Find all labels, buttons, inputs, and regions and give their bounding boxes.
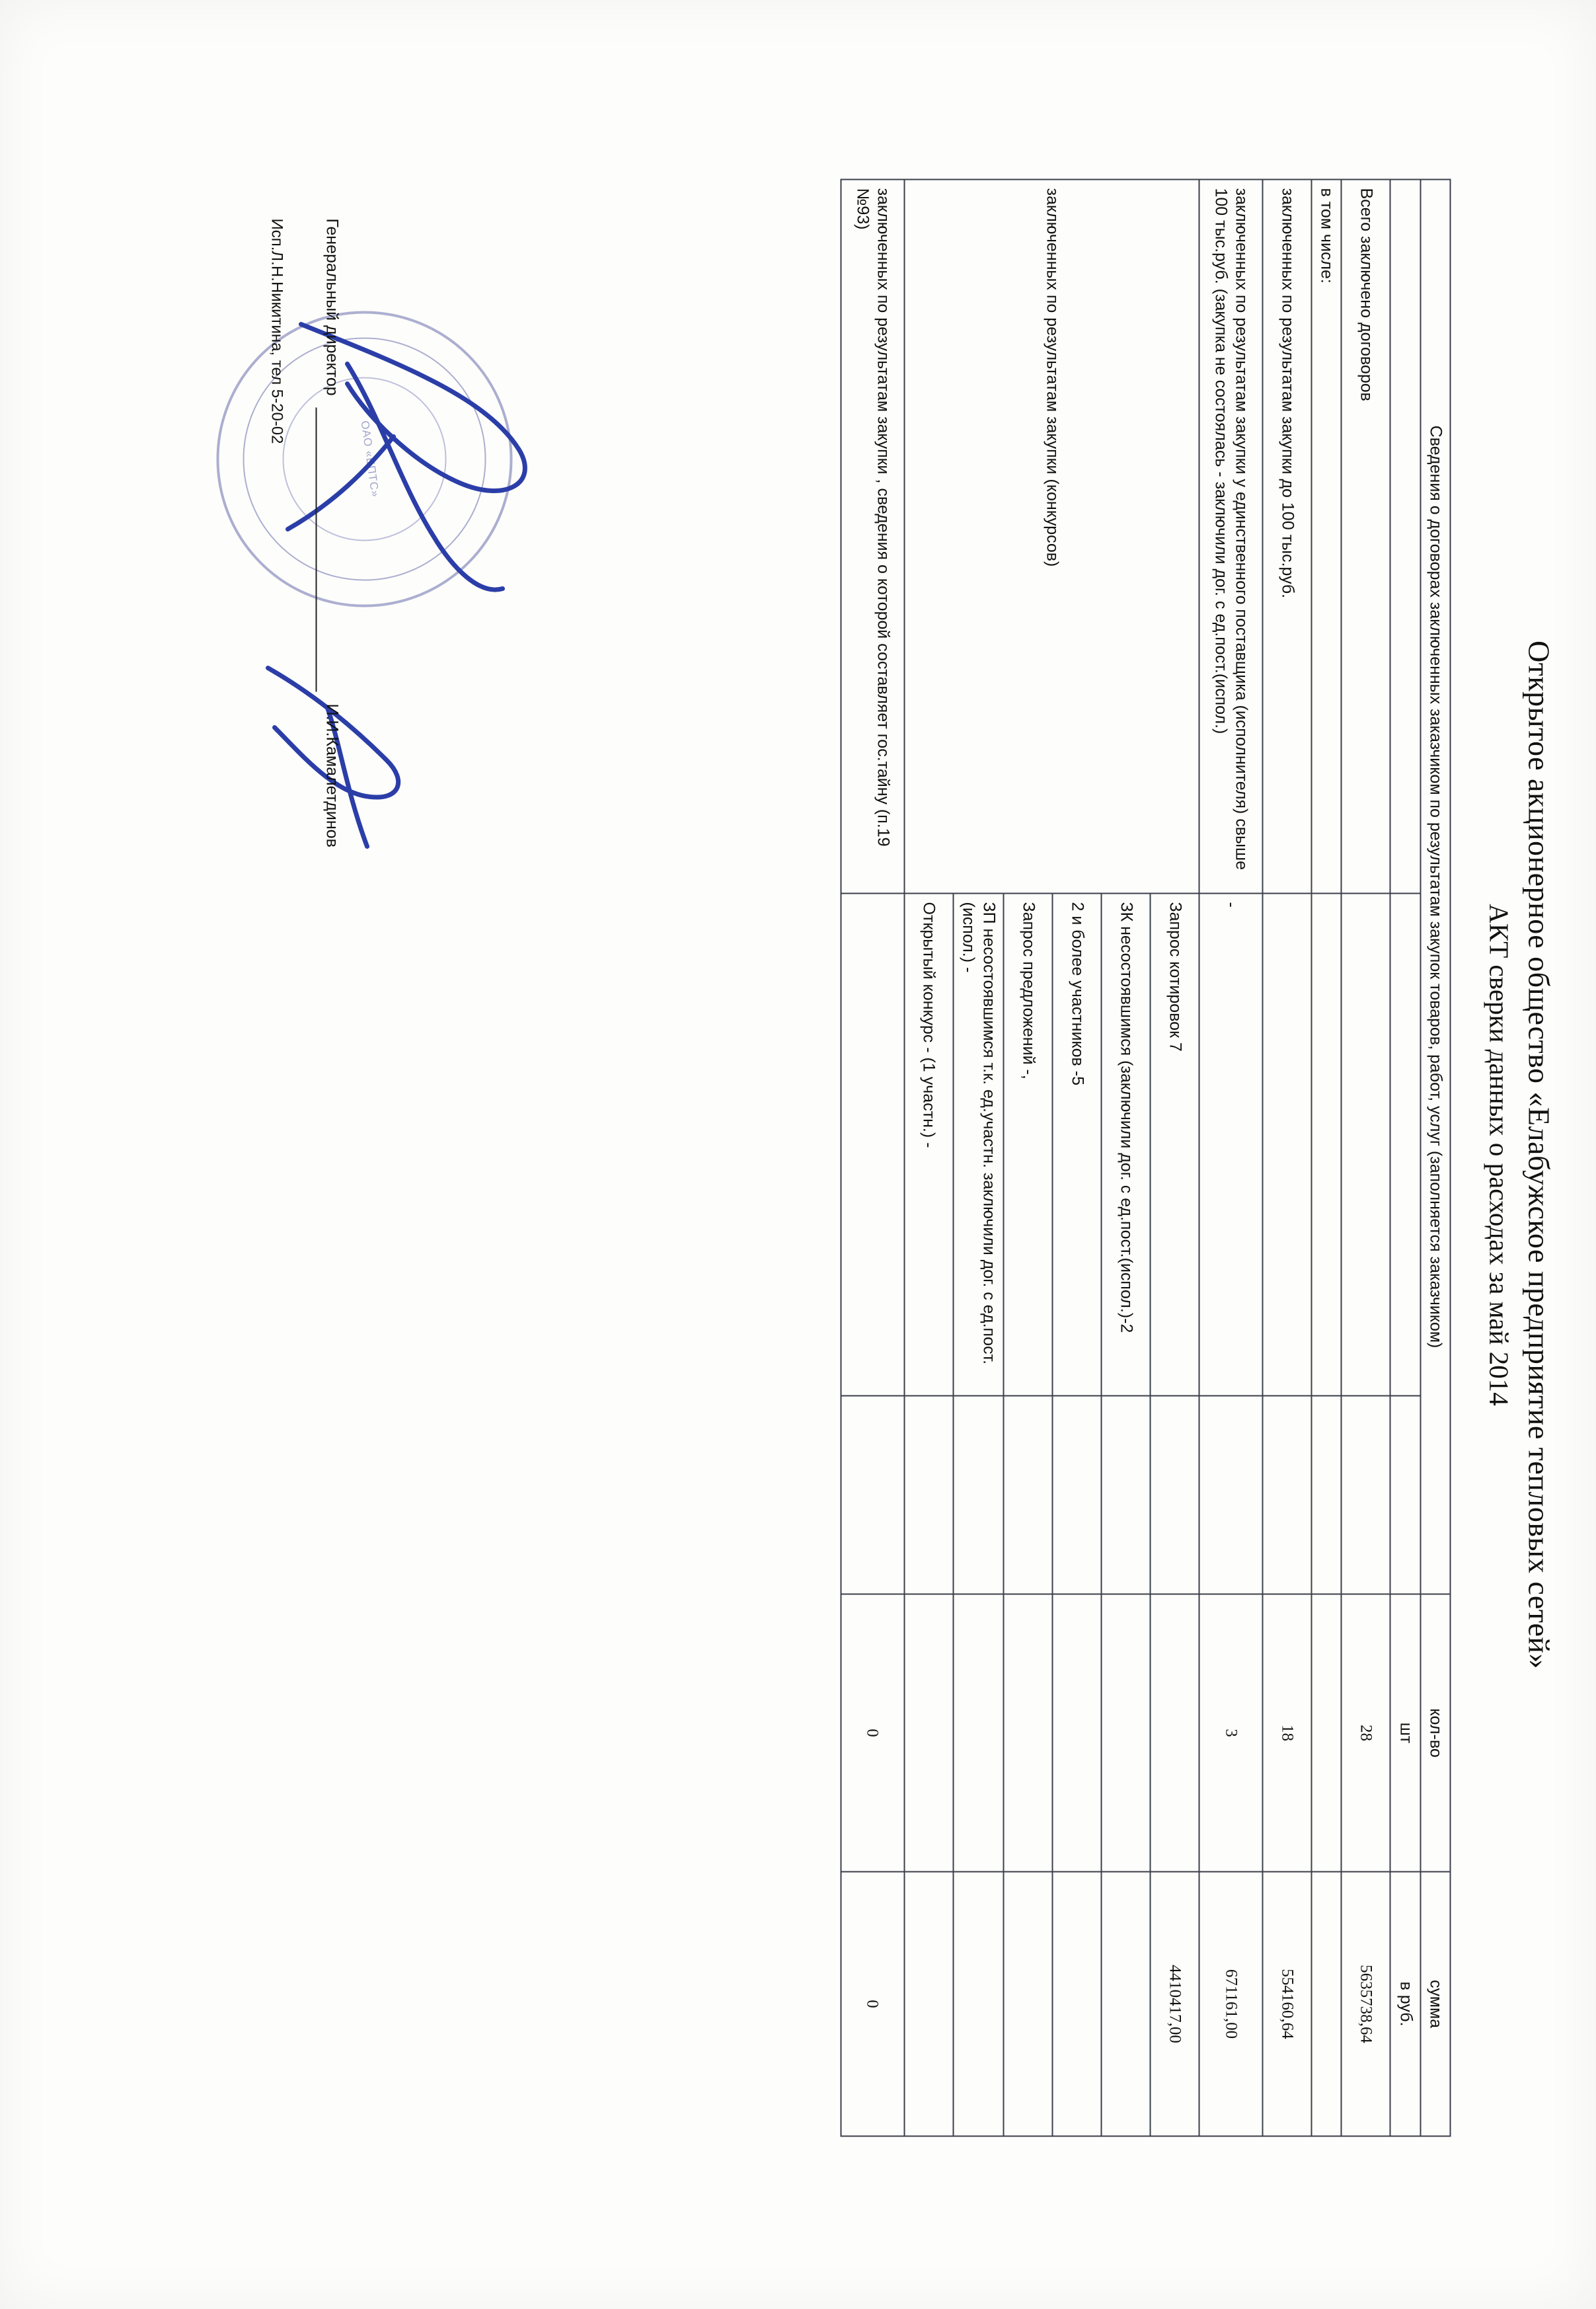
row-note <box>841 893 904 1395</box>
row-note-extra <box>1262 1395 1311 1594</box>
row-note-extra <box>953 1395 1004 1594</box>
row-sum <box>953 1871 1004 2136</box>
row-sum: 5635738,64 <box>1342 1871 1390 2136</box>
unit-qty: шт <box>1390 1594 1420 1871</box>
table-row <box>841 179 904 2136</box>
row-qty: 3 <box>1199 1594 1262 1871</box>
row-qty <box>1003 1594 1052 1871</box>
units-extra-spacer <box>1390 1395 1420 1594</box>
row-desc: заключенных по результатам закупки у единственного поставщика (исполнителя) свыше 100 тыс.руб. (закупка не состоялась - заключили дог. с ед.пост.(испол.) <box>1199 179 1262 893</box>
act-title: АКТ сверки данных о расходах за май 2014 <box>1484 903 1514 1406</box>
executor-note: Исп.Л.Н.Никитина, тел 5-20-02 <box>268 218 286 444</box>
company-stamp <box>216 311 512 607</box>
row-sum: 0 <box>841 1871 904 2136</box>
contracts-table <box>840 178 1451 2136</box>
row-desc: Всего заключено договоров <box>1342 179 1390 893</box>
table-row <box>1150 179 1199 2136</box>
row-note: ЗП несостоявшимся т.к. ед.участн. заключили дог. с ед.пост.(испол.) - <box>953 893 1004 1395</box>
units-note-spacer <box>1390 893 1420 1395</box>
row-note-extra <box>1311 1395 1341 1594</box>
row-sum: 4410417,00 <box>1150 1871 1199 2136</box>
table-row <box>1262 179 1311 2136</box>
table-units-row <box>1390 179 1420 2136</box>
row-note <box>1262 893 1311 1395</box>
row-qty <box>904 1594 953 1871</box>
row-note: 2 и более участников -5 <box>1052 893 1101 1395</box>
table-row <box>1311 179 1341 2136</box>
row-note-extra <box>1003 1395 1052 1594</box>
signature-line <box>316 407 336 691</box>
row-note-extra <box>1342 1395 1390 1594</box>
row-desc: заключенных по результатам закупки , сведения о которой составляет гос.тайну (п.19 №93) <box>841 179 904 893</box>
row-note: Запрос котировок 7 <box>1150 893 1199 1395</box>
stamp-text: ОАО «ЕПТС» <box>358 419 381 498</box>
row-note: ЗК несостоявшимся (заключили дог. с ед.пост.(испол.)-2 <box>1101 893 1150 1395</box>
row-sum <box>1003 1871 1052 2136</box>
row-note <box>1311 893 1341 1395</box>
row-desc: в том числе: <box>1311 179 1341 893</box>
row-sum <box>1311 1871 1341 2136</box>
row-qty <box>1052 1594 1101 1871</box>
row-desc: заключенных по результатам закупки до 100 тыс.руб. <box>1262 179 1311 893</box>
row-sum: 554160,64 <box>1262 1871 1311 2136</box>
row-qty: 18 <box>1262 1594 1311 1871</box>
table-caption: Сведения о договорах заключенных заказчиком по результатам закупок товаров, работ, услуг (заполняется заказчиком) <box>1420 179 1450 1594</box>
unit-sum: в руб. <box>1390 1871 1420 2136</box>
row-note-extra <box>904 1395 953 1594</box>
director-name: И.И.Камалетдинов <box>323 703 341 847</box>
table-row <box>1342 179 1390 2136</box>
row-qty: 0 <box>841 1594 904 1871</box>
company-title: Открытое акционерное общество «Елабужское предприятие тепловых сетей» <box>1522 640 1556 1669</box>
row-note-extra <box>1101 1395 1150 1594</box>
row-note-extra <box>1052 1395 1101 1594</box>
row-note: - <box>1199 893 1262 1395</box>
row-note-extra <box>1199 1395 1262 1594</box>
row-note-extra <box>841 1395 904 1594</box>
row-qty <box>1150 1594 1199 1871</box>
row-qty: 28 <box>1342 1594 1390 1871</box>
row-qty <box>1311 1594 1341 1871</box>
table-row <box>1199 179 1262 2136</box>
row-note: Запрос предложений -, <box>1003 893 1052 1395</box>
director-label: Генеральный директор <box>323 218 341 396</box>
table-caption-row <box>1420 179 1450 2136</box>
row-note <box>1342 893 1390 1395</box>
units-desc-spacer <box>1390 179 1420 893</box>
row-note: Открытый конкурс - (1 участн.) - <box>904 893 953 1395</box>
signature-block <box>262 218 347 1276</box>
row-sum <box>1052 1871 1101 2136</box>
row-qty <box>953 1594 1004 1871</box>
row-sum <box>1101 1871 1150 2136</box>
row-desc: заключенных по результатам закупки (конкурсов) <box>904 179 1199 893</box>
column-header-qty: кол-во <box>1420 1594 1450 1871</box>
column-header-sum: сумма <box>1420 1871 1450 2136</box>
document-header <box>1483 0 1556 2309</box>
row-qty <box>1101 1594 1150 1871</box>
row-sum <box>904 1871 953 2136</box>
row-sum: 671161,00 <box>1199 1871 1262 2136</box>
row-note-extra <box>1150 1395 1199 1594</box>
director-row <box>316 218 348 1276</box>
